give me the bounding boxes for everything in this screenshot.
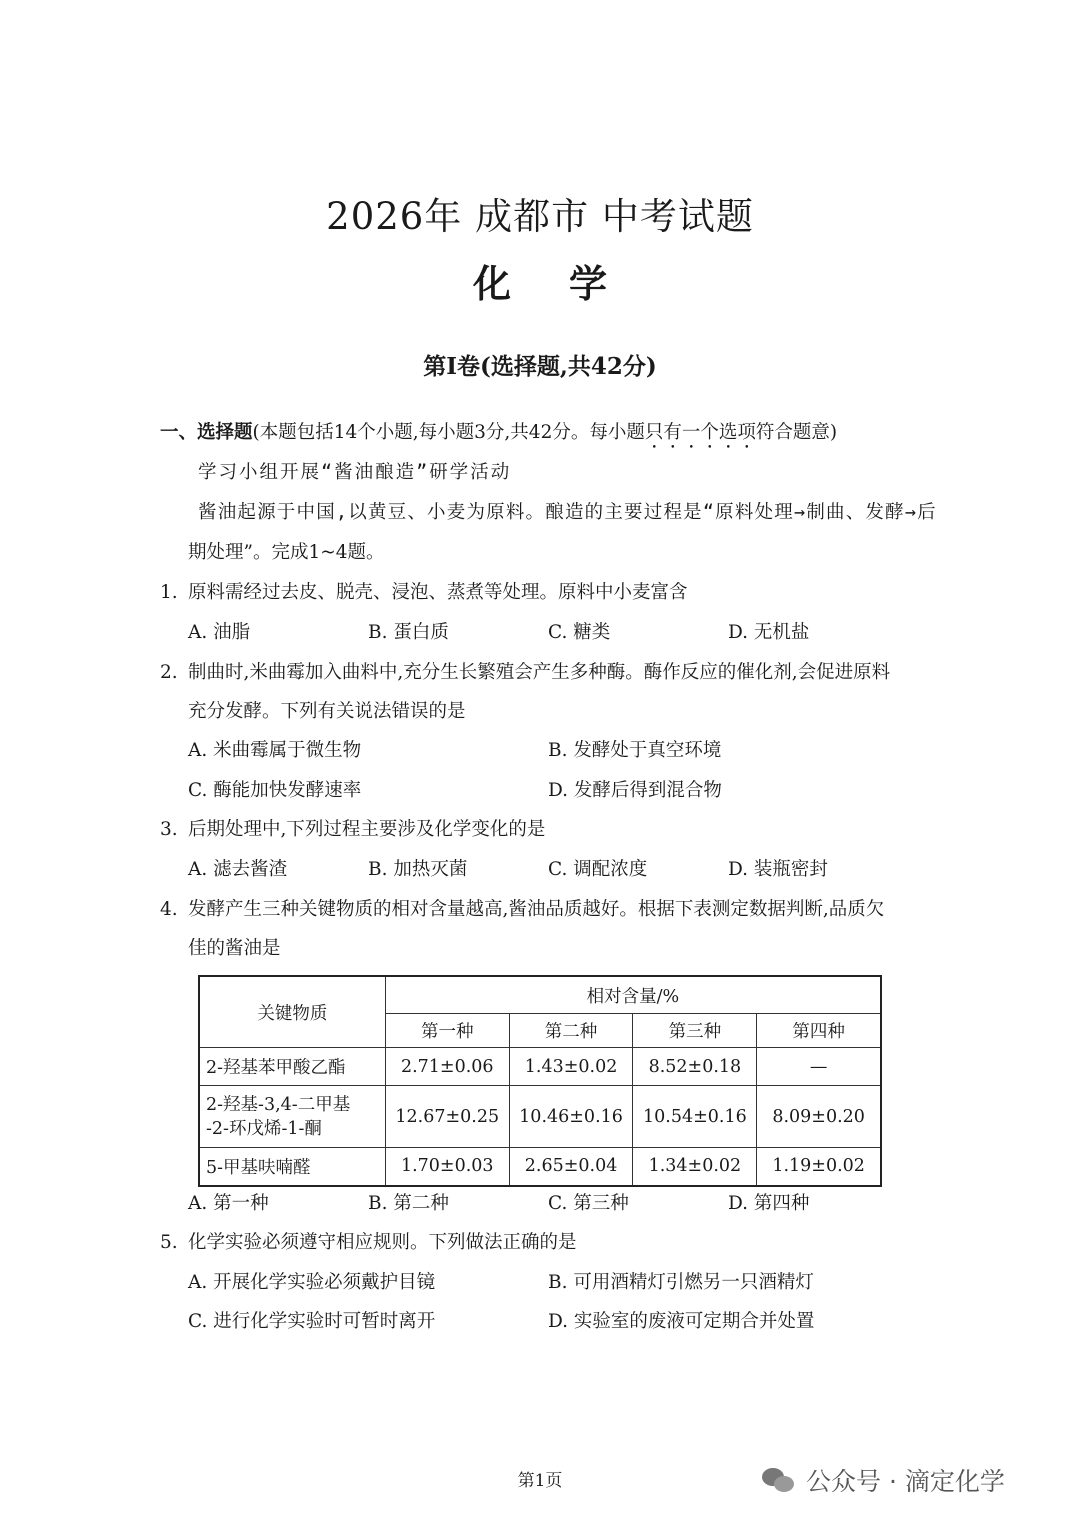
table-cell: 12.67±0.25	[385, 1086, 509, 1148]
question-stem: 原料需经过去皮、脱壳、浸泡、蒸煮等处理。原料中小麦富含	[188, 582, 688, 603]
option-b: B. 发酵处于真空环境	[548, 740, 722, 761]
subject-title: 化学	[472, 261, 665, 306]
section-label: 一、选择题	[160, 422, 253, 443]
question-number: 3.	[160, 819, 178, 840]
table-row	[199, 1086, 881, 1148]
option-c: C. 酶能加快发酵速率	[188, 780, 362, 801]
option-d: D. 实验室的废液可定期合并处置	[548, 1311, 815, 1332]
table-cell-name-line: -2-环戊烯-1-酮	[206, 1118, 322, 1139]
table-header-substance: 关键物质	[199, 976, 385, 1048]
intro-line-2: 期处理”。完成1~4题。	[188, 542, 385, 563]
table-header-group: 相对含量/%	[385, 976, 881, 1014]
option-b: B. 可用酒精灯引燃另一只酒精灯	[548, 1272, 814, 1293]
question-stem: 化学实验必须遵守相应规则。下列做法正确的是	[188, 1232, 577, 1253]
table-cell-name	[199, 1086, 385, 1148]
question-stem-cont: 充分发酵。下列有关说法错误的是	[188, 701, 466, 722]
volume-heading: 第Ⅰ卷(选择题,共42分)	[423, 353, 657, 380]
question-2	[160, 658, 890, 684]
table-cell: —	[757, 1048, 881, 1086]
table-row	[199, 1148, 881, 1186]
section-desc-2: 符合题意)	[755, 422, 838, 443]
option-c: C. 调配浓度	[548, 859, 648, 880]
exam-title: 2026年 成都市 中考试题	[326, 195, 754, 238]
table-subheader: 第一种	[385, 1014, 509, 1048]
table-cell-name-line: 2-羟基-3,4-二甲基	[206, 1094, 351, 1115]
question-stem: 发酵产生三种关键物质的相对含量越高,酱油品质越好。根据下表测定数据判断,品质欠	[188, 899, 885, 920]
data-table	[198, 975, 882, 1187]
page-number: 第1页	[517, 1471, 563, 1491]
option-b: B. 蛋白质	[368, 622, 449, 643]
table-row	[199, 1048, 881, 1086]
question-5	[160, 1228, 577, 1254]
watermark-text: 公众号 · 滴定化学	[806, 1467, 1005, 1496]
intro-line-1: 酱油起源于中国,以黄豆、小麦为原料。酿造的主要过程是“原料处理→制曲、发酵→后	[198, 502, 937, 523]
question-stem: 后期处理中,下列过程主要涉及化学变化的是	[188, 819, 546, 840]
option-c: C. 第三种	[548, 1193, 629, 1214]
table-subheader: 第三种	[633, 1014, 757, 1048]
table-subheader: 第二种	[509, 1014, 633, 1048]
option-a: A. 米曲霉属于微生物	[188, 740, 362, 761]
option-a: A. 第一种	[188, 1193, 269, 1214]
option-a: A. 油脂	[188, 622, 251, 643]
table-cell-name: 2-羟基苯甲酸乙酯	[199, 1048, 385, 1086]
section-desc-1: (本题包括14个小题,每小题3分,共42分。每小题	[252, 422, 645, 443]
question-1	[160, 578, 688, 604]
table-cell: 8.09±0.20	[757, 1086, 881, 1148]
question-4	[160, 895, 884, 921]
section-desc-emphasis: 只有一个选项	[644, 422, 756, 443]
table-cell: 1.70±0.03	[385, 1148, 509, 1186]
option-c: C. 糖类	[548, 622, 611, 643]
activity-title: 学习小组开展“酱油酿造”研学活动	[198, 462, 512, 483]
table-cell: 2.71±0.06	[385, 1048, 509, 1086]
question-number: 4.	[160, 899, 178, 920]
option-d: D. 无机盐	[728, 622, 810, 643]
table-cell-name: 5-甲基呋喃醛	[199, 1148, 385, 1186]
option-b: B. 第二种	[368, 1193, 449, 1214]
option-d: D. 发酵后得到混合物	[548, 780, 722, 801]
question-stem-cont: 佳的酱油是	[188, 938, 281, 959]
question-number: 1.	[160, 582, 178, 603]
watermark	[762, 1462, 1005, 1498]
wechat-icon	[762, 1466, 796, 1494]
table-cell: 2.65±0.04	[509, 1148, 633, 1186]
option-a: A. 开展化学实验必须戴护目镜	[188, 1272, 436, 1293]
question-number: 5.	[160, 1232, 178, 1253]
table-cell: 1.34±0.02	[633, 1148, 757, 1186]
question-number: 2.	[160, 662, 178, 683]
option-d: D. 第四种	[728, 1193, 810, 1214]
question-3	[160, 815, 545, 841]
table-cell: 8.52±0.18	[633, 1048, 757, 1086]
option-b: B. 加热灭菌	[368, 859, 468, 880]
table-cell: 10.46±0.16	[509, 1086, 633, 1148]
table-subheader: 第四种	[757, 1014, 881, 1048]
section-heading	[160, 418, 837, 453]
table-cell: 1.19±0.02	[757, 1148, 881, 1186]
table-cell: 10.54±0.16	[633, 1086, 757, 1148]
table-cell: 1.43±0.02	[509, 1048, 633, 1086]
option-d: D. 装瓶密封	[728, 859, 828, 880]
option-c: C. 进行化学实验时可暂时离开	[188, 1311, 436, 1332]
question-stem: 制曲时,米曲霉加入曲料中,充分生长繁殖会产生多种酶。酶作反应的催化剂,会促进原料	[188, 662, 891, 683]
option-a: A. 滤去酱渣	[188, 859, 288, 880]
